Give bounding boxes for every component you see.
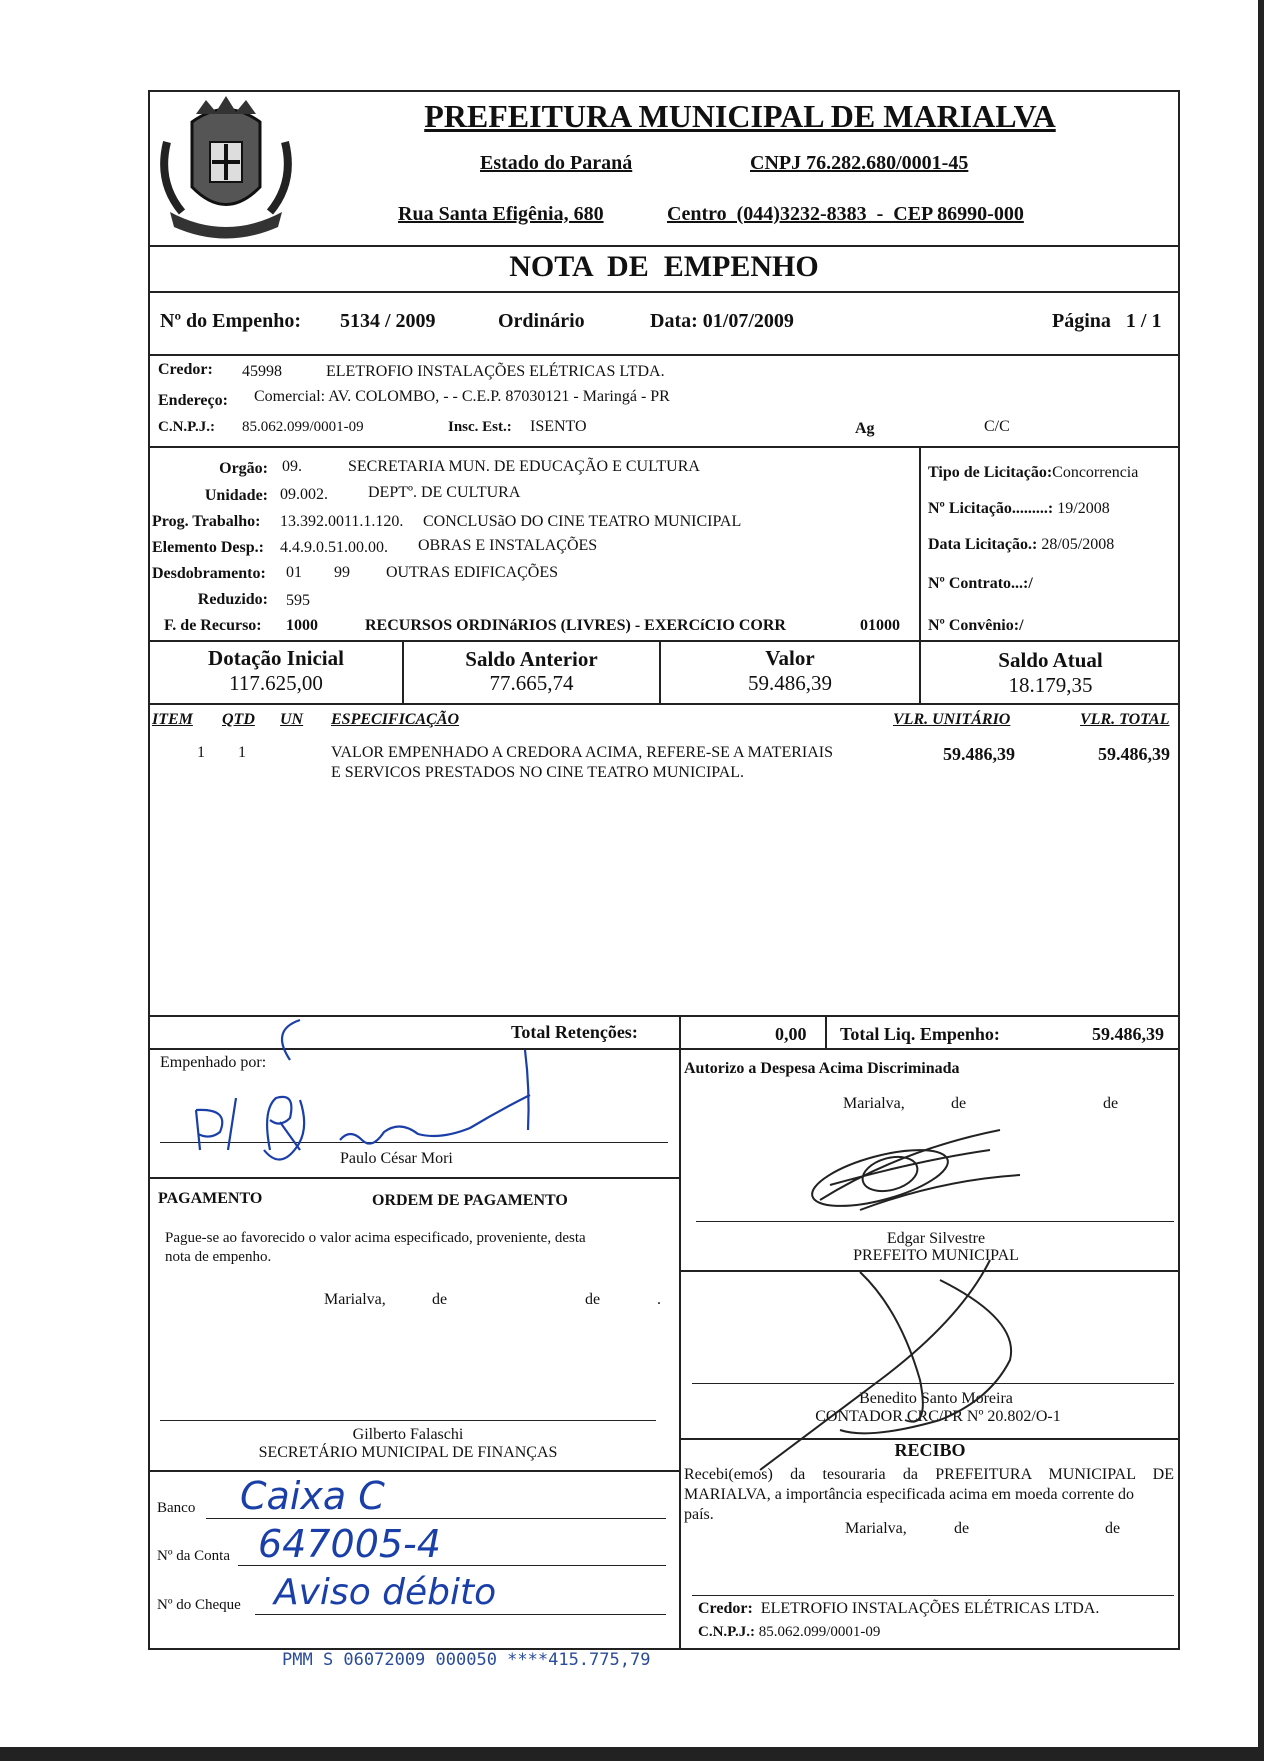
recibo-de-2: de <box>1105 1520 1121 1537</box>
autorizo-de-2: de <box>1103 1095 1119 1112</box>
orgao-label: Orgão: <box>219 460 268 477</box>
atual-value: 18.179,35 <box>1008 673 1093 697</box>
recibo-de-1: de <box>954 1520 970 1537</box>
empenhado-nome: Paulo César Mori <box>340 1150 453 1167</box>
unidade-label: Unidade: <box>204 487 268 504</box>
scan-edge-right <box>1258 0 1264 1761</box>
desdob-b: 99 <box>334 564 350 581</box>
credor-cnpj-label: C.N.P.J.: <box>158 419 215 435</box>
prog-label: Prog. Trabalho: <box>152 513 261 530</box>
orgao-name: SECRETARIA MUN. DE EDUCAÇÃO E CULTURA <box>348 458 700 475</box>
elemento-code: 4.4.9.0.51.00.00. <box>280 539 388 556</box>
recibo-text-3: país. <box>684 1506 714 1523</box>
institution-title: PREFEITURA MUNICIPAL DE MARIALVA <box>424 98 1056 134</box>
row-espec-line1: VALOR EMPENHADO A CREDORA ACIMA, REFERE-SE A MATERIAIS <box>331 744 833 761</box>
elemento-name: OBRAS E INSTALAÇÕES <box>418 537 598 554</box>
row-espec-line2: E SERVICOS PRESTADOS NO CINE TEATRO MUNICIPAL. <box>331 764 745 781</box>
prog-name: CONCLUSãO DO CINE TEATRO MUNICIPAL <box>423 513 742 530</box>
col-qtd: QTD <box>222 711 255 728</box>
insc-value: ISENTO <box>530 418 587 435</box>
pagamento-period: . <box>657 1291 661 1308</box>
row-qtd: 1 <box>238 744 246 761</box>
ordem-pagamento-label: ORDEM DE PAGAMENTO <box>372 1192 568 1209</box>
fonte-label: F. de Recurso: <box>164 617 262 634</box>
col-un: UN <box>280 711 304 728</box>
credor-code: 45998 <box>242 363 282 380</box>
reduzido-label: Reduzido: <box>197 591 268 608</box>
autorizo-marialva: Marialva, <box>843 1095 905 1112</box>
recibo-text-2: MARIALVA, a importância especificada acima em moeda corrente do <box>684 1486 1135 1503</box>
autorizo-de-1: de <box>951 1095 967 1112</box>
licitacao-tipo <box>928 464 1138 482</box>
row-item: 1 <box>197 744 205 761</box>
col-espec: ESPECIFICAÇÃO <box>331 711 460 728</box>
secretario-cargo: SECRETÁRIO MUNICIPAL DE FINANÇAS <box>258 1444 558 1461</box>
endereco-label: Endereço: <box>158 392 228 409</box>
licitacao-tipo-label: Tipo de Licitação: <box>928 464 1053 481</box>
coat-of-arms-icon <box>152 92 300 242</box>
desdob-name: OUTRAS EDIFICAÇÕES <box>386 564 559 581</box>
reduzido-value: 595 <box>286 592 310 609</box>
empenhado-label: Empenhado por: <box>160 1054 267 1071</box>
credor-endereco: Comercial: AV. COLOMBO, - - C.E.P. 87030121 - Maringá - PR <box>254 388 670 405</box>
recibo-cnpj-value: 85.062.099/0001-09 <box>758 1624 881 1640</box>
empenho-type: Ordinário <box>498 310 585 332</box>
recibo-cnpj-label: C.N.P.J.: <box>698 1624 755 1640</box>
ag-label: Ag <box>855 420 875 437</box>
convenio-label: Nº Convênio:/ <box>928 617 1024 634</box>
unidade-code: 09.002. <box>280 486 328 503</box>
anterior-label: Saldo Anterior <box>465 647 598 671</box>
insc-label: Insc. Est.: <box>448 419 512 435</box>
document-title: NOTA DE EMPENHO <box>509 250 819 283</box>
secretario-nome: Gilberto Falaschi <box>352 1426 464 1443</box>
machine-stamp: PMM S 06072009 000050 ****415.775,79 <box>282 1650 651 1670</box>
recibo-text-1: Recebi(emos) da tesouraria da PREFEITURA MUNICIPAL DE <box>684 1466 1174 1483</box>
licitacao-data-label: Data Licitação.: <box>928 536 1038 553</box>
anterior-value: 77.665,74 <box>489 671 574 695</box>
col-unit: VLR. UNITÁRIO <box>893 711 1011 728</box>
licitacao-data-value: 28/05/2008 <box>1041 536 1115 553</box>
pagamento-label: PAGAMENTO <box>158 1190 263 1207</box>
recibo-cnpj <box>698 1624 880 1641</box>
scan-edge-bottom <box>0 1747 1264 1761</box>
desdob-a: 01 <box>286 564 302 581</box>
fonte-code: 1000 <box>286 617 318 634</box>
prog-code: 13.392.0011.1.120. <box>280 513 404 530</box>
recibo-credor-value: ELETROFIO INSTALAÇÕES ELÉTRICAS LTDA. <box>760 1600 1100 1617</box>
retencoes-value: 0,00 <box>775 1024 807 1044</box>
credor-name: ELETROFIO INSTALAÇÕES ELÉTRICAS LTDA. <box>326 363 665 380</box>
district-phone-label: Centro (044)3232-8383 - CEP 86990-000 <box>667 203 1024 225</box>
prefeito-nome: Edgar Silvestre <box>886 1230 986 1247</box>
fonte-name: RECURSOS ORDINáRIOS (LIVRES) - EXERCíCIO CORR <box>365 617 786 634</box>
pagamento-text-2: nota de empenho. <box>165 1249 272 1265</box>
recibo-marialva: Marialva, <box>845 1520 907 1537</box>
row-total: 59.486,39 <box>1098 744 1170 764</box>
licitacao-num <box>928 500 1110 518</box>
contrato-label: Nº Contrato...:/ <box>928 575 1033 592</box>
pagamento-de-1: de <box>432 1291 448 1308</box>
row-unit: 59.486,39 <box>943 744 1015 764</box>
elemento-label: Elemento Desp.: <box>152 539 264 556</box>
empenho-number-label: Nº do Empenho: <box>160 310 302 332</box>
empenho-date: Data: 01/07/2009 <box>650 310 794 332</box>
address-label: Rua Santa Efigênia, 680 <box>398 203 604 225</box>
prefeito-cargo: PREFEITO MUNICIPAL <box>853 1247 1019 1264</box>
cnpj-header: CNPJ 76.282.680/0001-45 <box>750 152 969 174</box>
valor-value: 59.486,39 <box>748 671 832 695</box>
credor-label: Credor: <box>158 361 213 378</box>
unidade-name: DEPTº. DE CULTURA <box>368 484 521 501</box>
licitacao-num-label: Nº Licitação.........: <box>928 500 1054 517</box>
page-number: Página 1 / 1 <box>1052 310 1162 332</box>
contador-cargo: CONTADOR CRC/PR Nº 20.802/O-1 <box>815 1408 1061 1425</box>
autorizo-label: Autorizo a Despesa Acima Discriminada <box>684 1060 960 1077</box>
pagamento-marialva: Marialva, <box>324 1291 386 1308</box>
recibo-title: RECIBO <box>894 1440 966 1460</box>
fonte-code-2: 01000 <box>860 617 900 634</box>
cheque-label: Nº do Cheque <box>157 1597 241 1613</box>
contador-nome: Benedito Santo Moreira <box>859 1390 1013 1407</box>
col-item: ITEM <box>152 711 193 728</box>
pagamento-de-2: de <box>585 1291 601 1308</box>
retencoes-label: Total Retenções: <box>511 1022 638 1042</box>
banco-label: Banco <box>157 1500 196 1516</box>
licitacao-num-value: 19/2008 <box>1057 500 1110 517</box>
conta-handwritten: 647005-4 <box>258 1522 441 1566</box>
col-total: VLR. TOTAL <box>1080 711 1170 728</box>
recibo-credor <box>698 1600 1099 1618</box>
liq-label: Total Liq. Empenho: <box>840 1024 1000 1044</box>
licitacao-data <box>928 536 1114 554</box>
banco-handwritten: Caixa C <box>240 1474 385 1518</box>
licitacao-tipo-value: Concorrencia <box>1052 464 1139 481</box>
atual-label: Saldo Atual <box>998 648 1103 672</box>
cc-label: C/C <box>984 418 1010 435</box>
empenho-number: 5134 / 2009 <box>340 310 436 332</box>
cheque-handwritten: Aviso débito <box>274 1572 497 1613</box>
orgao-code: 09. <box>282 458 302 475</box>
valor-label: Valor <box>765 646 815 670</box>
dotacao-value: 117.625,00 <box>229 671 323 695</box>
pagamento-text-1: Pague-se ao favorecido o valor acima especificado, proveniente, desta <box>165 1230 586 1246</box>
dotacao-label: Dotação Inicial <box>208 646 344 670</box>
credor-cnpj: 85.062.099/0001-09 <box>242 419 364 435</box>
liq-value: 59.486,39 <box>1092 1024 1164 1044</box>
desdob-label: Desdobramento: <box>152 565 266 582</box>
state-label: Estado do Paraná <box>480 152 633 174</box>
conta-label: Nº da Conta <box>157 1548 230 1564</box>
recibo-credor-label: Credor: <box>698 1600 753 1617</box>
